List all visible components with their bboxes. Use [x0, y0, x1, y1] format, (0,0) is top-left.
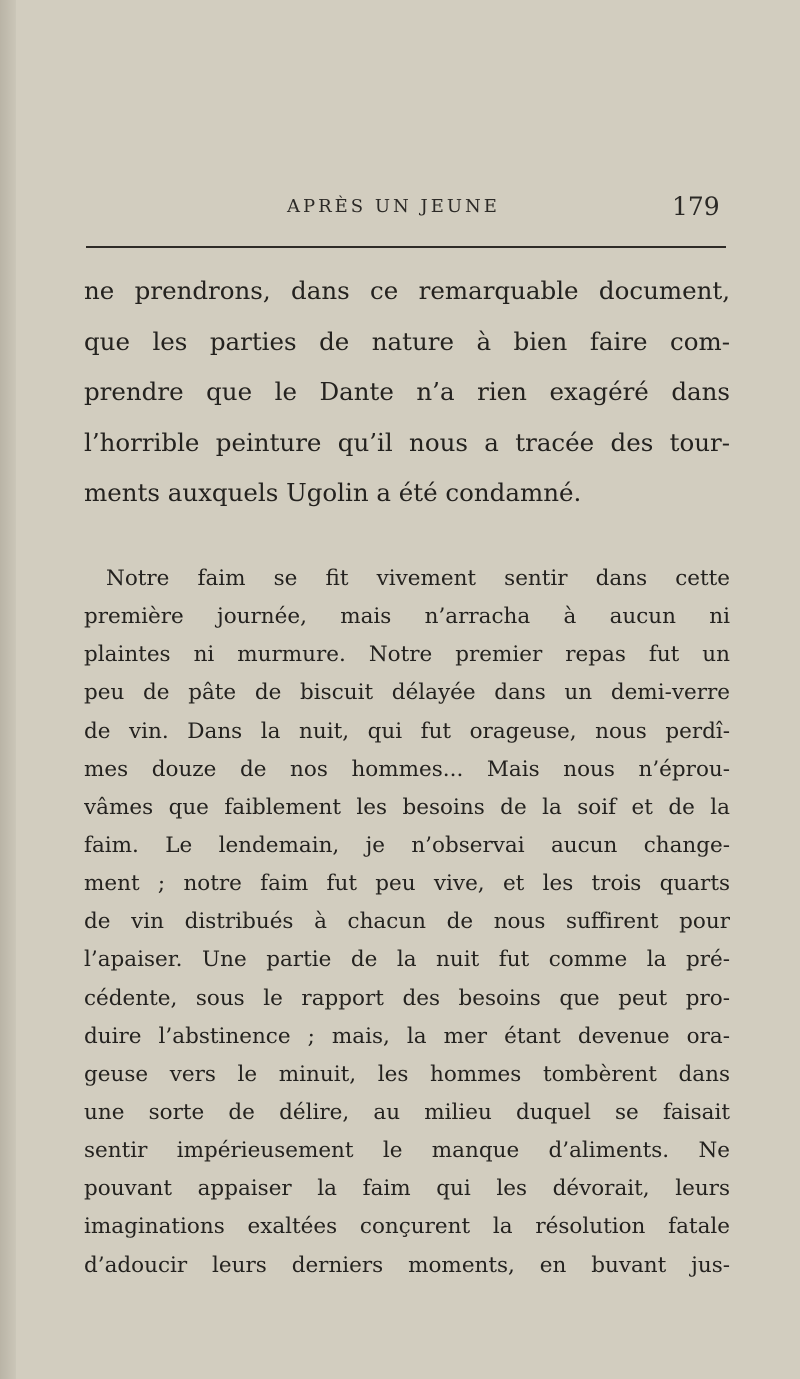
text-line: sentir impérieusement le manque d’aliments. Ne: [84, 1138, 730, 1164]
text-line: pouvant appaiser la faim qui les dévorait, leurs: [84, 1176, 730, 1202]
text-line: l’apaiser. Une partie de la nuit fut comme la pré-: [84, 947, 730, 973]
text-line: peu de pâte de biscuit délayée dans un demi-verre: [84, 680, 730, 706]
paragraph-1: [84, 271, 730, 524]
text-line: de vin distribués à chacun de nous suffirent pour: [84, 909, 730, 935]
text-line: vâmes que faiblement les besoins de la soif et de la: [84, 794, 730, 820]
running-title: APRÈS UN JEUNE: [287, 196, 500, 217]
text-line: que les parties de nature à bien faire com-: [84, 326, 730, 356]
text-line: ments auxquels Ugolin a été condamné.: [84, 478, 582, 507]
text-line: une sorte de délire, au milieu duquel se faisait: [84, 1099, 730, 1125]
text-line: mes douze de nos hommes... Mais nous n’éprou-: [84, 756, 730, 782]
page-number: 179: [672, 192, 720, 221]
text-line: de vin. Dans la nuit, qui fut orageuse, nous perdî-: [84, 718, 730, 744]
text-line: l’horrible peinture qu’il nous a tracée des tour-: [84, 427, 730, 457]
text-line: d’adoucir leurs derniers moments, en buvant jus-: [84, 1252, 730, 1278]
text-line: duire l’abstinence ; mais, la mer étant devenue ora-: [84, 1023, 730, 1049]
text-line: faim. Le lendemain, je n’observai aucun change-: [84, 832, 730, 858]
text-line: ne prendrons, dans ce remarquable document,: [84, 276, 730, 305]
text-line: imaginations exaltées conçurent la résolution fatale: [84, 1214, 730, 1240]
paragraph-2: [84, 563, 730, 1288]
text-line: cédente, sous le rapport des besoins que peut pro-: [84, 985, 730, 1011]
page-header: [0, 192, 800, 228]
text-line: prendre que le Dante n’a rien exagéré dans: [84, 377, 730, 406]
text-line: geuse vers le minuit, les hommes tombèrent dans: [84, 1061, 730, 1087]
text-line: Notre faim se fit vivement sentir dans cette: [106, 566, 730, 591]
text-line: ment ; notre faim fut peu vive, et les trois quarts: [84, 871, 730, 897]
text-line: première journée, mais n’arracha à aucun ni: [84, 604, 730, 630]
text-line: plaintes ni murmure. Notre premier repas fut un: [84, 642, 730, 668]
header-rule: [86, 246, 726, 248]
